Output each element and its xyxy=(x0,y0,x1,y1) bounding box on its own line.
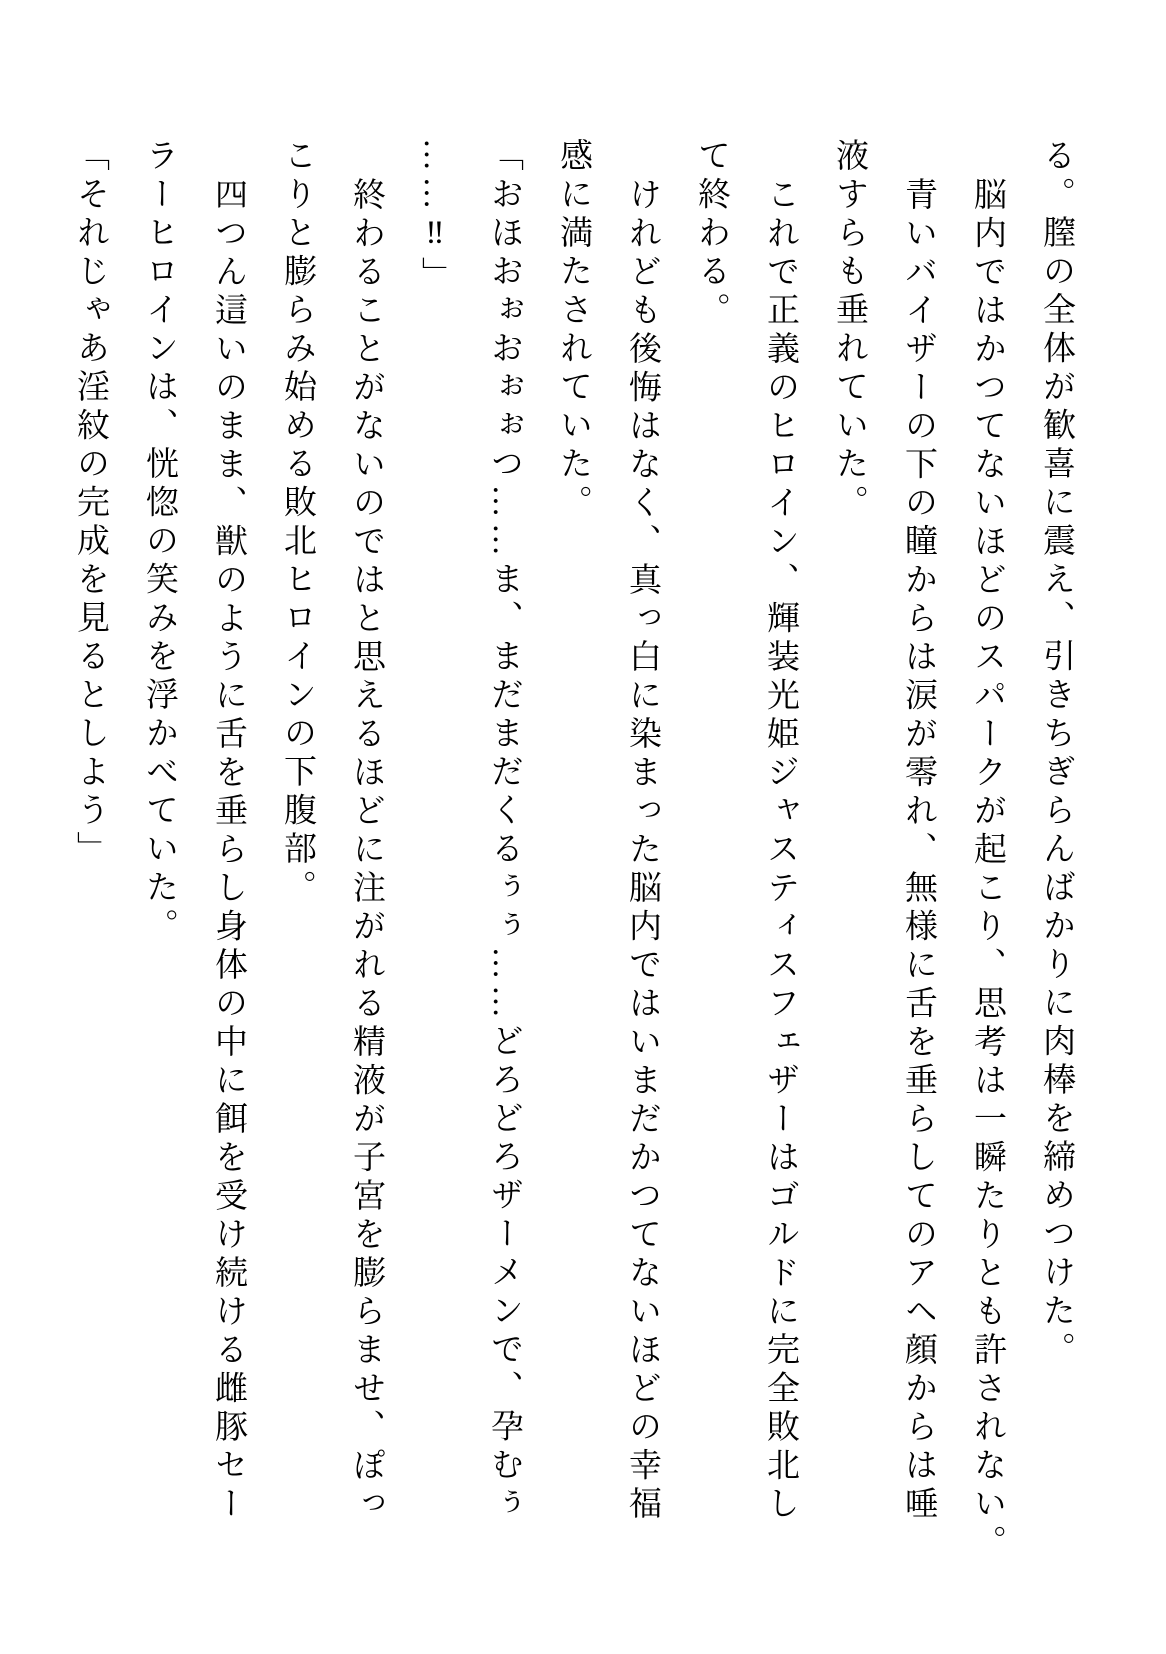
text-line: 「おほおぉおぉぉつ……ま、まだまだくるぅぅ……どろどろザーメンで、孕むぅ xyxy=(486,138,522,1524)
text-line: けれども後悔はなく、真っ白に染まった脳内ではいまだかつてないほどの幸福 xyxy=(624,176,660,1524)
text-line: 終わることがないのではと思えるほどに注がれる精液が子宮を膨らませ、ぽっ xyxy=(348,176,384,1524)
text-line: て終わる。 xyxy=(693,138,729,331)
text-line: ……‼」 xyxy=(417,138,453,295)
text-line: 感に満たされていた。 xyxy=(555,138,591,523)
vertical-text-block xyxy=(55,138,1090,1563)
text-line: こりと膨らみ始める敗北ヒロインの下腹部。 xyxy=(279,138,315,908)
text-line: 液すらも垂れていた。 xyxy=(831,138,867,523)
text-line: る。膣の全体が歓喜に震え、引きちぎらんばかりに肉棒を締めつけた。 xyxy=(1038,138,1074,1370)
text-line: 脳内ではかつてないほどのスパークが起こり、思考は一瞬たりとも許されない。 xyxy=(969,176,1005,1563)
text-line: 四つん這いのまま、獣のように舌を垂らし身体の中に餌を受け続ける雌豚セー xyxy=(210,176,246,1524)
text-line: ラーヒロインは、恍惚の笑みを浮かべていた。 xyxy=(141,138,177,947)
text-line: 「それじゃあ淫紋の完成を見るとしよう」 xyxy=(72,138,108,870)
text-line: これで正義のヒロイン、輝装光姫ジャスティスフェザーはゴルドに完全敗北し xyxy=(762,176,798,1524)
text-line: 青いバイザーの下の瞳からは涙が零れ、無様に舌を垂らしてのアヘ顔からは唾 xyxy=(900,176,936,1524)
